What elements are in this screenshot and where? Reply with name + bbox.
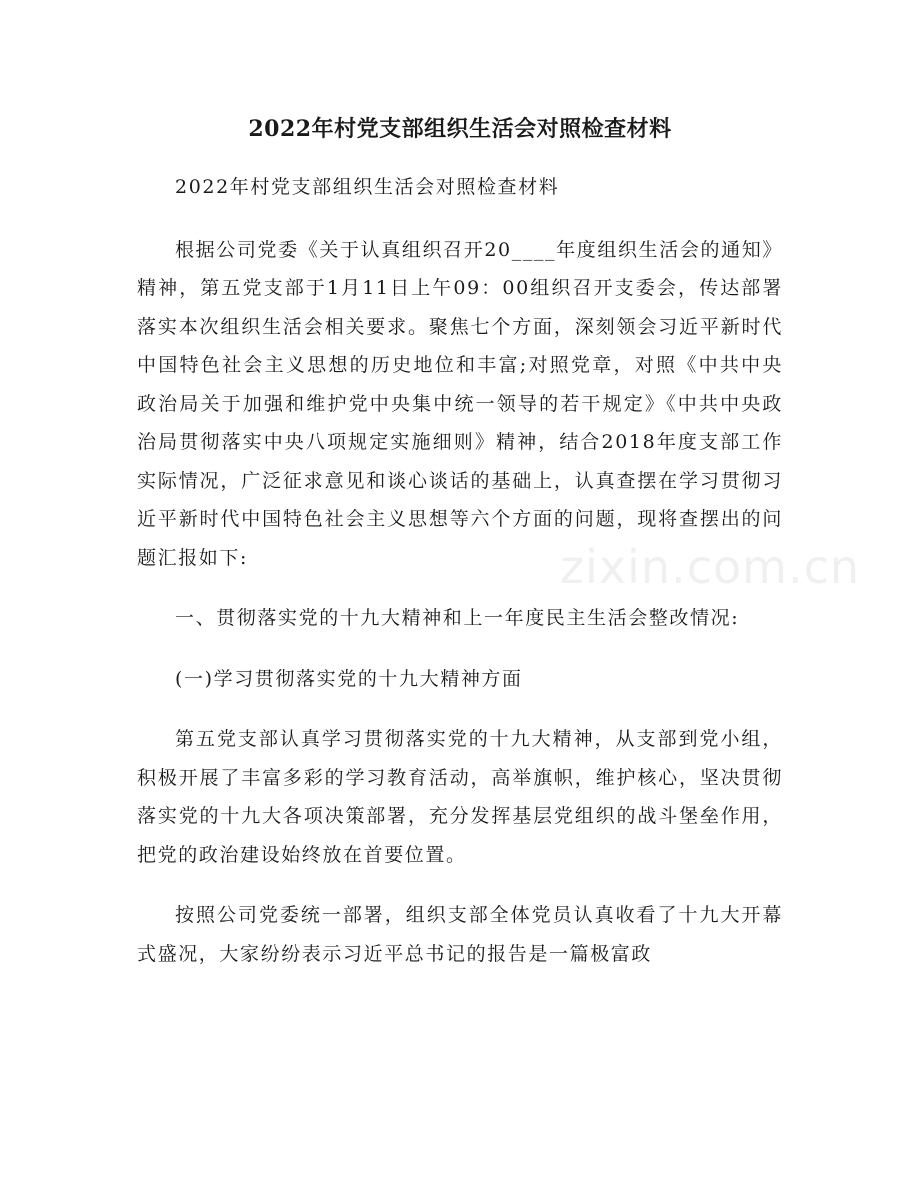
document-title: 2022年村党支部组织生活会对照检查材料 [248, 116, 672, 142]
paragraph-arrangement: 按照公司党委统一部署，组织支部全体党员认真收看了十九大开幕式盛况，大家纷纷表示习近平总书记的报告是一篇极富政 [137, 904, 783, 965]
document-body [137, 168, 783, 995]
paragraph-intro: 根据公司党委《关于认真组织召开20____年度组织生活会的通知》精神，第五党支部于1月11日上午09：00组织召开支委会，传达部署落实本次组织生活会相关要求。聚焦七个方面，深刻领会习近平新时代中国特色社会主义思想的历史地位和丰富;对照党章，对照《中共中央政治局关于加强和维护党中央集中统一领导的若干规定》《中共中央政治局贯彻落实中央八项规定实施细则》精神，结合2018年度支部工作实际情况，广泛征求意见和谈心谈话的基础上，认真查摆在学习贯彻习近平新时代中国特色社会主义思想等六个方面的问题，现将查摆出的问题汇报如下: [137, 238, 783, 569]
section-heading-1: 一、贯彻落实党的十九大精神和上一年度民主生活会整改情况: [175, 607, 740, 629]
document-subtitle: 2022年村党支部组织生活会对照检查材料 [175, 176, 560, 198]
paragraph-study: 第五党支部认真学习贯彻落实党的十九大精神，从支部到党小组，积极开展了丰富多彩的学习教育活动，高举旗帜，维护核心，坚决贯彻落实党的十九大各项决策部署，充分发挥基层党组织的战斗堡垒作用，把党的政治建设始终放在首要位置。 [137, 728, 783, 866]
watermark: zixin.com.cn [560, 540, 861, 594]
subsection-heading-1: (一)学习贯彻落实党的十九大精神方面 [175, 667, 523, 690]
